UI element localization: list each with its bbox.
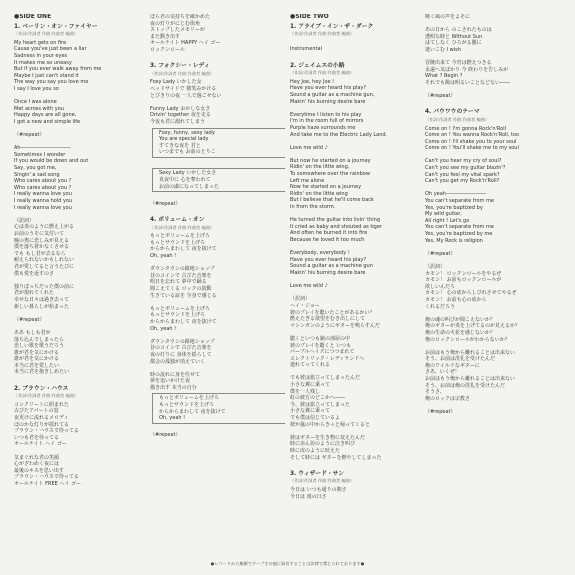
lyric-line: Drivin' together 夜を走る xyxy=(150,112,211,119)
lyric-line: Come on ! You'll shake me to my soul xyxy=(425,145,519,152)
song-credit: （作詞:作詞者 作曲:作曲者 編曲） xyxy=(150,224,215,230)
lyric-line: My wild guitar, xyxy=(425,211,462,218)
blank-line xyxy=(290,277,420,284)
lyric-line: 時に赤ん坊のように泣き叫び xyxy=(290,441,356,448)
blank-line xyxy=(290,428,420,435)
lyric-line: カモン！ お前もロックンロールが xyxy=(425,277,502,284)
lyric-line: 燃えたぎる欲望をむき出しにして xyxy=(290,316,366,323)
blank-line xyxy=(150,160,285,167)
blank-line xyxy=(425,257,565,264)
lyric-line: からからまわして 夜を抜けて xyxy=(150,246,217,253)
lyric-line: Yes, you're baptized by me xyxy=(425,231,493,237)
lyric-line: 明日を忘れて 夢中で踊る xyxy=(150,279,207,286)
chorus-box xyxy=(152,128,285,158)
lyric-line: 真夜中に 心を奪われて xyxy=(159,177,211,184)
lyric-line: お前のうそに気付いて xyxy=(14,231,65,237)
lyric-line: 夢を追いかけた夜 xyxy=(150,378,191,385)
blank-line xyxy=(290,40,420,47)
lyric-line: Foxy Lady いかした女 xyxy=(150,79,202,86)
lyric-line: I got a new and simple life xyxy=(14,118,81,125)
blank-line xyxy=(150,299,285,306)
lyric-line: 彼のプレイを聴いたことがあるかい？ xyxy=(290,309,375,316)
lyric-line: それでも陽は明るいことなどない―― xyxy=(425,79,511,86)
lyric-line: ダウンタウンの路地ショップ xyxy=(150,338,215,345)
lyric-line: さあ、いくぜ！ xyxy=(425,369,460,376)
blank-line xyxy=(14,93,134,100)
blank-line xyxy=(150,194,285,201)
lyric-line: Funny Lady おかしな女さ xyxy=(150,105,211,112)
lyric-line: からからまわして 夜を抜けて xyxy=(150,318,217,325)
lyric-line: 誰が君を気にかける xyxy=(14,349,60,356)
lyric-line: Ah―――――――――― xyxy=(14,145,71,152)
lyric-line: But I believe that he'll come back xyxy=(290,197,374,204)
lyric-line: 新しい暮らしが始まった xyxy=(14,303,70,310)
lyric-line: 今日は いつも通りの朝さ xyxy=(290,486,347,493)
lyric-line: Who cares about you ? xyxy=(14,184,72,191)
lyric-line: （訳詞） xyxy=(425,263,446,270)
side-header: ●SIDE ONE xyxy=(14,14,52,20)
lyric-line: Because he loved it too much xyxy=(290,237,365,243)
lyric-line: いつまでも お前のとりこ xyxy=(159,149,216,156)
lyric-line: お前の虜になってしまった xyxy=(159,183,220,190)
column-4 xyxy=(425,14,565,554)
lyric-line: All right ! Let's go xyxy=(425,217,470,224)
blank-line xyxy=(14,211,134,218)
lyric-line: また動き出す xyxy=(150,33,181,40)
lyric-line: 都会の孤独が消えていく xyxy=(150,358,206,365)
lyric-line: It cried as baby and shouted as tiger xyxy=(290,223,382,230)
lyric-line: 描き出す 本当の自分 xyxy=(150,384,197,391)
lyric-line: コンクリートに囲まれた xyxy=(14,401,69,408)
lyric-line: Sound a guitar as a machine gun xyxy=(290,263,373,270)
lyric-line: Come on ! You wanna Rock'n'Roll, too xyxy=(425,132,520,139)
lyric-line: You are special lady xyxy=(159,136,209,143)
lyric-line: Foxy, funny, sexy lady xyxy=(159,129,215,136)
lyric-line: ほのかな灯りが揺れてる xyxy=(14,421,70,428)
lyric-line: Oh, yeah ! xyxy=(159,415,186,422)
lyric-line: そして時には ギターを燃やしてしまった xyxy=(290,454,382,461)
lyric-line: Singin' a sad song xyxy=(14,171,60,178)
lyric-line: 今、彼は旅立ってしまった xyxy=(290,401,351,408)
lyric-line: Come on ! I'll shake you to your soul xyxy=(425,138,517,145)
lyric-line: カモン！ 心の底からしびれさせてやるぜ xyxy=(425,290,517,297)
lyric-line: Yes, My Rock is religion xyxy=(425,237,483,244)
lyric-line: 嘆く風の声をよそに xyxy=(425,14,471,20)
lyric-line: I really wanna hold you xyxy=(14,198,73,205)
lyric-line: 彼はギターを生き物に変えたんだ xyxy=(290,434,365,441)
lyric-line: He turned the guitar into livin' thing xyxy=(290,217,381,224)
lyric-line: 心は炎のように燃え上がる xyxy=(14,224,75,231)
lyric-line: マシンガンのようにギターを鳴らすんだ xyxy=(290,322,380,329)
lyric-line: 俺のギターが炎を上げてるのが見えるか？ xyxy=(425,323,520,330)
lyric-line: 心がざわめく夜には xyxy=(14,461,60,468)
lyric-line: ブラウン・ハウスで待ってる xyxy=(14,474,79,481)
lyric-line: Hey Joe, hey Joe ! xyxy=(290,78,335,85)
lyric-line: You can't separate from me xyxy=(425,224,494,231)
chorus-box xyxy=(152,168,285,192)
lyric-line: But if you ever walk away from me xyxy=(14,66,102,73)
blank-line xyxy=(150,54,285,61)
column-3 xyxy=(290,14,420,554)
lyric-line: It makes me so uneasy xyxy=(14,59,72,66)
lyric-line: Left me alone xyxy=(290,177,325,184)
lyric-line: とびきりの夜 一人で過ごせない xyxy=(150,92,222,99)
lyric-line: 夜更けに流れるメロディ xyxy=(14,415,69,422)
lyric-line: 迷いこむ I wish xyxy=(425,46,461,53)
lyric-line: Can't you hear my cry of soul? xyxy=(425,158,502,165)
lyric-line: 独りぼっちだった僕の前に xyxy=(14,283,75,290)
lyric-line: エレクトリック・レディランドへ xyxy=(290,355,365,362)
song-credit: （作詞:作詞者 作曲:作曲者 編曲） xyxy=(425,116,490,122)
lyric-line: Can't you feel my vital spark? xyxy=(425,171,500,178)
lyric-line: I really wanna love you xyxy=(14,191,72,198)
lyric-line: ベッドサイドで 微笑みかける xyxy=(150,85,217,92)
lyric-line: 君が愛してると言うたびに xyxy=(14,263,75,270)
blank-line xyxy=(290,211,420,218)
lyric-line: そうさ、 xyxy=(425,389,445,396)
lyric-line: My heart gets on fire xyxy=(14,39,67,46)
lyric-line: 聞こえてくる ロックの鼓動 xyxy=(150,285,212,292)
lyric-line: Love me wild ♪ xyxy=(290,283,328,290)
song-title: 3. ウィザード・サン xyxy=(290,470,344,477)
blank-line xyxy=(150,426,285,433)
lyric-line: ほら君の気持ちを確かめた xyxy=(150,14,211,20)
lyric-line: Love me wild ♪ xyxy=(290,144,328,151)
lyric-line: And take me to the Electric Lady Land. xyxy=(290,131,388,138)
lyric-line: もっとボリュームを上げろ xyxy=(150,305,210,312)
lyric-line: でも もし君が去るなら xyxy=(14,250,66,257)
lyric-line: You can't separate from me xyxy=(425,198,494,205)
song-title: 4. ボリューム・オン xyxy=(150,217,205,224)
lyric-line: （#repeat） xyxy=(425,409,456,416)
lyric-line: 誰が君を気にかける xyxy=(14,356,60,363)
lyric-line: オールナイト ヘイ ゴー xyxy=(14,441,67,448)
column-1 xyxy=(14,14,134,554)
blank-line xyxy=(425,310,565,317)
lyric-line: But now he started on a journey xyxy=(290,157,371,164)
lyric-line: 僕を落ち着かなくさせる xyxy=(14,244,70,251)
blank-line xyxy=(425,402,565,409)
lyric-line: 欲しいんだろ xyxy=(425,283,456,290)
lyric-line: 瞳の奥に悲しみが見える xyxy=(14,237,70,244)
lyric-line: Cause you've just been a liar xyxy=(14,46,87,53)
lyric-line: I say I love you so xyxy=(14,85,59,92)
lyric-line: でも僕は信じているよ xyxy=(290,415,341,422)
lyric-line: 昔のコインで 古びた音楽を xyxy=(150,272,212,279)
lyric-line: 彼のプレイを聴くと いつも xyxy=(290,342,352,349)
song-credit: （作詞:作詞者 作曲:作曲者 編曲） xyxy=(14,31,79,37)
lyric-line: Can't you see my guitar blazin'? xyxy=(425,165,506,172)
lyric-line: Who cares about you ? xyxy=(14,178,72,185)
lyric-line: Maybe I just can't stand it xyxy=(14,72,79,79)
lyric-line: すてきな夜を 君と xyxy=(159,142,201,149)
lyric-line: そう、お前は俺の洗礼を受けたんだ xyxy=(425,382,506,389)
lyric-line: Once I was alone xyxy=(14,99,57,106)
song-credit: （作詞:作詞者 作曲:作曲者 編曲） xyxy=(150,70,215,76)
lyric-line: I really wanna love you xyxy=(14,204,72,211)
lyric-line: Everybody, everybody ! xyxy=(290,250,350,257)
lyric-line: オールナイト HAPPY ヘイ ゴー xyxy=(150,40,221,47)
lyric-line: 生きている証を 全身で感じる xyxy=(150,292,217,299)
blank-line xyxy=(290,329,420,336)
lyric-line: Have you ever heard his play? xyxy=(290,256,367,263)
lyric-line: 連れてってくれる xyxy=(290,362,331,369)
lyric-line: 気まぐれな君の笑顔 xyxy=(14,454,60,461)
blank-line xyxy=(150,365,285,372)
lyric-line: （#repeat） xyxy=(150,200,181,207)
lyric-line: Ridin' on the little wing xyxy=(290,190,348,197)
lyric-line: もっとサウンドを上げろ xyxy=(159,402,215,409)
blank-line xyxy=(425,100,565,107)
lyric-line: （#repeat） xyxy=(425,250,456,257)
lyric-line: Oh, yeah ! xyxy=(150,325,177,332)
lyric-line: 悲しい歌を歌うだろう xyxy=(14,343,65,350)
lyric-line: からからまわして 夜を抜けて xyxy=(159,408,226,415)
lyric-line: Oh yeah―――――――― xyxy=(425,191,486,198)
blank-line xyxy=(290,461,420,468)
lyric-line: でも彼は旅立ってしまったんだ xyxy=(290,375,361,382)
lyric-line: 僕も愛を返すのさ xyxy=(14,270,55,277)
lyric-line: 時の流れに身を任せて xyxy=(150,371,201,378)
blank-line xyxy=(14,277,134,284)
copyright-footer: ●レコードから無断でテープその他に録音することは法律で禁じられております● xyxy=(210,561,365,566)
lyric-line: 俺のワイルドなギターに xyxy=(425,362,480,369)
lyric-line: 古びたアパートの窓 xyxy=(14,408,59,415)
lyric-line: もっとボリュームを上げろ xyxy=(159,395,219,402)
lyric-line: お前はもう俺から離れることは出来ない xyxy=(425,376,516,383)
song-title: 2. ジェイムスの小路 xyxy=(290,62,345,69)
lyric-line: Sound a guitar as a machine gun, xyxy=(290,91,375,98)
lyric-line: Have you ever heard his play? xyxy=(290,85,367,92)
lyric-line: （#repeat） xyxy=(425,93,456,100)
lyric-line: The way you say you love me xyxy=(14,79,89,86)
lyric-line: カモン！ ロックンロールをやるぜ xyxy=(425,270,502,277)
blank-line xyxy=(150,207,285,214)
lyric-line: パープルヘイズにつつまれて xyxy=(290,349,355,356)
lyric-line: 小さな翼に乗って xyxy=(290,408,331,415)
side-header: ●SIDE TWO xyxy=(290,14,329,20)
lyric-line: オールナイト FREE ヘイ ゴー xyxy=(14,480,81,487)
song-title: 1. アライブ・イン・ザ・ダーク xyxy=(290,23,374,30)
lyric-line: ストップしたメモリーが xyxy=(150,27,205,34)
song-title: 3. フォクシー・レディ xyxy=(150,63,210,70)
lyric-line: I'm in the room full of mirrors xyxy=(290,118,364,125)
lyric-line: あの日から のこされたものは xyxy=(425,27,492,34)
lyric-line: 夜の灯りがにじむ街角 xyxy=(150,20,201,27)
lyric-line: 最後のキスを思い出す xyxy=(14,467,64,474)
lyric-line: もっとサウンドを上げろ xyxy=(150,239,206,246)
lyric-line: お前はもう俺から離れることは出来ない xyxy=(425,349,516,356)
lyric-line: 透明な時と Without Sun xyxy=(425,33,483,40)
lyric-line: 本当に君を愛したい xyxy=(14,362,60,369)
blank-line xyxy=(425,343,565,350)
lyric-line: Sadness in your eyes xyxy=(14,52,68,59)
song-credit: （作詞:作詞者 作曲:作曲者 編曲） xyxy=(290,70,355,76)
lyric-line: Everytime I listen to his play xyxy=(290,111,362,118)
lyric-line: 今夜も君に溺れてしまう xyxy=(150,118,206,125)
lyric-line: 虹の彼方のどこかへ―― xyxy=(290,395,346,402)
lyric-line: Now he started on a journey xyxy=(290,184,362,191)
song-title: 4. パウワウのテーマ xyxy=(425,109,480,116)
lyric-line: ロックンロール xyxy=(150,46,185,53)
lyric-line: 君が現れてくれた xyxy=(14,290,55,297)
lyric-line: Yes, you're baptized by xyxy=(425,204,483,211)
song-credit: （作詞:作詞者 作曲:作曲者 編曲） xyxy=(290,31,355,37)
lyric-line: 俺の魂の叫びが聞こえないか？ xyxy=(425,316,496,323)
lyric-line: ブラウン・ハウスで待ってる xyxy=(14,428,79,435)
lyric-line: Purple haze surrounds me xyxy=(290,124,356,131)
lyric-line: Happy days are all gone, xyxy=(14,112,77,119)
lyric-line: Ridin' on the little wing, xyxy=(290,164,350,171)
lyric-line: （#repeat） xyxy=(14,316,45,323)
lyric-line: （#repeat） xyxy=(150,432,181,439)
lyric-line: 冒険出来て 今宵は燃えつきる xyxy=(425,60,492,67)
blank-line xyxy=(14,126,134,133)
lyric-line: 時に虎のように吠えた xyxy=(290,448,341,454)
lyric-line: In from the storm. xyxy=(290,204,336,211)
lyric-line: 本当に君を抱きしめたい xyxy=(14,369,70,376)
lyric-line: （#repeat） xyxy=(14,132,45,139)
blank-line xyxy=(290,105,420,112)
lyric-line: 永遠へ気ばかり 今 終わりを告しみが xyxy=(425,66,509,73)
blank-line xyxy=(150,99,285,106)
lyric-line: ああ もしも君が xyxy=(14,329,51,336)
song-credit: （作詞:作詞者 作曲:作曲者 編曲） xyxy=(290,478,355,484)
blank-line xyxy=(425,152,565,159)
lyric-line: いつも君を待ってる xyxy=(14,434,60,441)
chorus-box xyxy=(152,393,285,423)
lyric-line: くれるだろう xyxy=(425,303,456,310)
lyric-line: はてしなく ひろがる闇に xyxy=(425,40,482,47)
blank-line xyxy=(290,244,420,251)
lyric-line: Can't you get my Rock'n'Roll? xyxy=(425,178,500,185)
lyric-line: 聴くといつも鏡の部屋の中 xyxy=(290,335,351,342)
lyric-line: 今日は 雨の日さ xyxy=(290,493,327,500)
lyric-line: If you would be down and out xyxy=(14,158,89,165)
blank-line xyxy=(14,323,134,330)
lyric-line: Met across with you xyxy=(14,105,64,112)
lyric-line: 落ち込んでしまったら xyxy=(14,336,65,343)
lyric-line: Instrumental xyxy=(290,46,322,53)
song-title: 1. ベーリン・オン・ファイヤー xyxy=(14,23,98,30)
blank-line xyxy=(425,87,565,94)
lyric-line: 夜の灯りに 身体を揺らして xyxy=(150,351,212,358)
lyric-line: 彼が嵐の中からきっと帰ってくると xyxy=(290,421,371,428)
lyric-line: Sometimes I wonder xyxy=(14,151,66,158)
blank-line xyxy=(290,53,420,60)
lyric-line: Makin' his burning desire bare xyxy=(290,98,366,105)
blank-line xyxy=(14,376,134,383)
lyric-line: And often he burned it into fire xyxy=(290,230,368,237)
lyric-line: もっとサウンドを上げろ xyxy=(150,312,206,319)
lyric-line: 俺のロックンロールがわからないか？ xyxy=(425,336,510,343)
column-2 xyxy=(150,14,285,554)
lyric-line: 僕を一人残し xyxy=(290,388,321,395)
lyric-line: ダウンタウンの路地ショップ xyxy=(150,266,215,273)
lyric-line: （訳詞） xyxy=(14,217,35,224)
lyric-line: To somewhere over the rainbow xyxy=(290,171,370,178)
lyric-line: そう、お前は洗礼を受けたんだ xyxy=(425,356,496,363)
blank-line xyxy=(290,151,420,158)
lyric-line: Come on ! I'm gonna Rock'n'Roll xyxy=(425,125,506,132)
lyric-line: ヘイ・ジョー xyxy=(290,302,320,309)
lyric-line: 俺のロックは宗教さ xyxy=(425,395,470,402)
lyric-line: 小さな翼に乗って xyxy=(290,382,331,389)
song-credit: （作詞:作詞者 作曲:作曲者 編曲） xyxy=(14,393,79,399)
blank-line xyxy=(14,139,134,146)
lyric-line: Sexy Lady いかした女さ xyxy=(159,170,217,177)
lyric-line: 耐えられないかもしれない xyxy=(14,257,75,264)
lyric-line: 昔のコインで 古びた音楽を xyxy=(150,345,212,352)
blank-line xyxy=(290,138,420,145)
lyric-line: 幸せな日々は過ぎ去って xyxy=(14,296,70,303)
blank-line xyxy=(425,185,565,192)
lyric-line: （訳詞） xyxy=(290,296,311,303)
blank-line xyxy=(14,448,134,455)
blank-line xyxy=(150,332,285,339)
blank-line xyxy=(425,244,565,251)
blank-line xyxy=(14,310,134,317)
song-title: 2. ブラウン・ハウス xyxy=(14,385,69,392)
lyric-line: カモン！ お前も心の底から xyxy=(425,296,487,303)
lyric-line: Say, you got me, xyxy=(14,165,57,172)
lyric-line: What ? Begin ? xyxy=(425,73,463,80)
lyric-line: Makin' his burning desire bare xyxy=(290,269,366,276)
lyric-line: 俺の生命の火花を感じないか？ xyxy=(425,329,496,336)
lyric-line: Oh, yeah ! xyxy=(150,253,177,259)
lyric-line: もっとボリュームを上げろ xyxy=(150,233,210,240)
